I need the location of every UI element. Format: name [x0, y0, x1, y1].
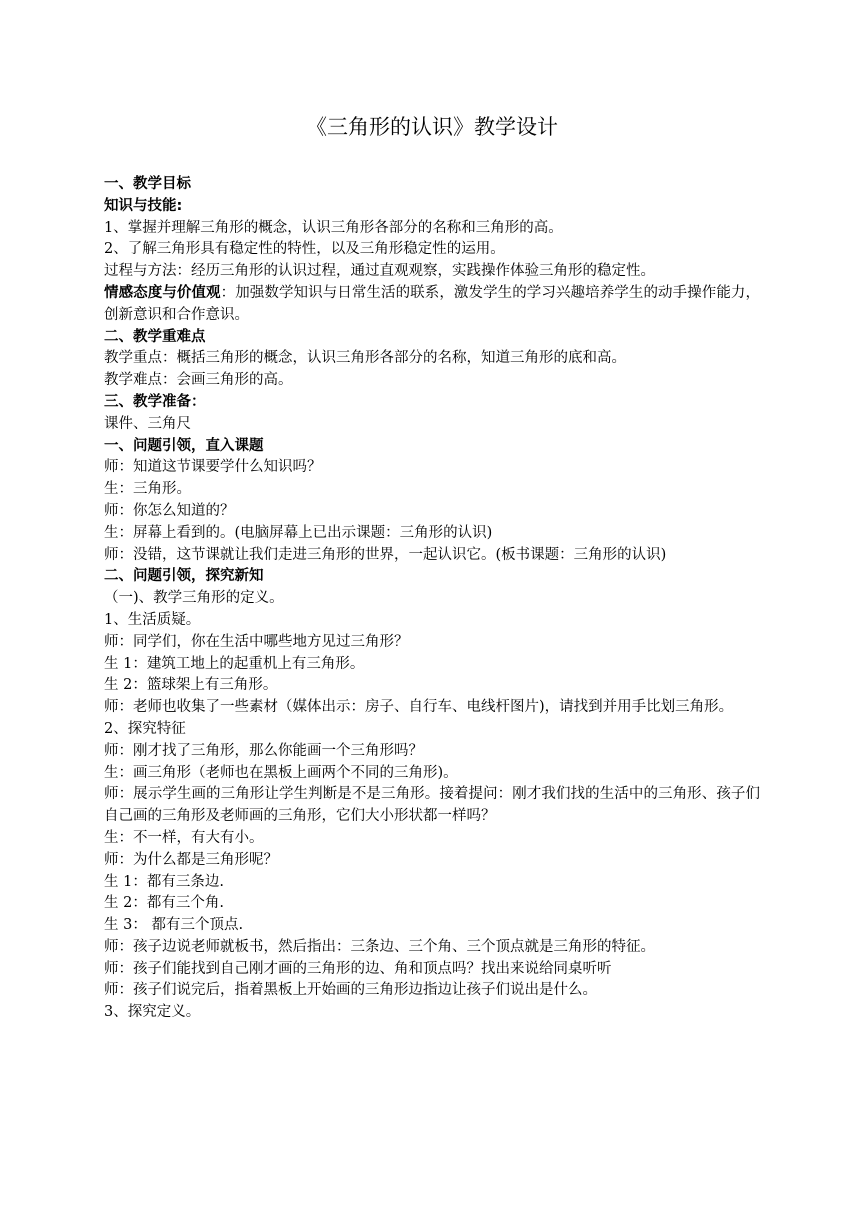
paragraph-text: 一、问题引领，直入课题 [104, 437, 264, 454]
paragraph-text: 1、生活质疑。 [104, 611, 201, 628]
body-paragraph [104, 545, 760, 567]
body-paragraph [104, 588, 760, 610]
body-paragraph [104, 654, 760, 676]
body-paragraph [104, 610, 760, 632]
body-paragraph [104, 1002, 760, 1024]
paragraph-text: 一、教学目标 [104, 176, 191, 192]
body-paragraph [104, 937, 760, 959]
body-paragraph [104, 218, 760, 240]
paragraph-text: 生：屏幕上看到的。(电脑屏幕上已出示课题：三角形的认识) [104, 524, 493, 541]
paragraph-text: 3、探究定义。 [104, 1004, 201, 1021]
body-paragraph [104, 283, 760, 327]
paragraph-text: 生 1：都有三条边. [104, 873, 224, 890]
paragraph-text: 生 3： 都有三个顶点. [104, 917, 244, 934]
body-paragraph [104, 719, 760, 741]
paragraph-text: 师：知道这节课要学什么知识吗？ [104, 459, 322, 476]
body-paragraph [104, 348, 760, 370]
body-paragraph [104, 850, 760, 872]
paragraph-text: 教学难点：会画三角形的高。 [104, 372, 293, 389]
body-paragraph [104, 414, 760, 436]
paragraph-text: （一)、教学三角形的定义。 [104, 590, 284, 607]
document-page [104, 112, 760, 1024]
body-paragraph [104, 697, 760, 719]
body-paragraph [104, 501, 760, 523]
section-heading [104, 174, 760, 196]
paragraph-text: 生：三角形。 [104, 481, 191, 498]
paragraph-text: 生：不一样，有大有小。 [104, 829, 264, 846]
body-paragraph [104, 675, 760, 697]
document-body [104, 174, 760, 1024]
section-heading [104, 392, 760, 414]
document-title: 《三角形的认识》教学设计 [306, 115, 558, 139]
paragraph-text: 师：孩子们说完后，指着黑板上开始画的三角形边指边让孩子们说出是什么。 [104, 982, 597, 999]
paragraph-text: 知识与技能: [104, 197, 183, 214]
section-heading [104, 566, 760, 588]
paragraph-text: 师：孩子边说老师就板书，然后指出：三条边、三个角、三个顶点就是三角形的特征。 [104, 938, 655, 955]
paragraph-text: 师：展示学生画的三角形让学生判断是不是三角形。接着提问：刚才我们找的生活中的三角形、孩子们自己画的三角形及老师画的三角形，它们大小形状都一样吗？ [104, 786, 760, 825]
paragraph-text: 师：刚才找了三角形，那么你能画一个三角形吗？ [104, 742, 423, 759]
body-paragraph [104, 523, 760, 545]
paragraph-text: 过程与方法：经历三角形的认识过程，通过直观观察，实践操作体验三角形的稳定性。 [104, 263, 655, 280]
body-paragraph [104, 872, 760, 894]
paragraph-text: 三、教学准备： [104, 393, 206, 410]
body-paragraph [104, 784, 760, 828]
paragraph-text: 师：老师也收集了一些素材（媒体出示：房子、自行车、电线杆图片)，请找到并用手比划三角形。 [104, 699, 734, 716]
body-paragraph [104, 763, 760, 785]
paragraph-text: 课件、三角尺 [104, 415, 191, 432]
paragraph-text: 师：同学们，你在生活中哪些地方见过三角形？ [104, 633, 409, 650]
body-paragraph [104, 370, 760, 392]
paragraph-lead: 情感态度与价值观 [104, 284, 221, 301]
paragraph-text: 生 2：篮球架上有三角形。 [104, 677, 278, 694]
body-paragraph [104, 457, 760, 479]
paragraph-text: 生 1：建筑工地上的起重机上有三角形。 [104, 655, 365, 672]
body-paragraph [104, 741, 760, 763]
paragraph-text: 教学重点：概括三角形的概念，认识三角形各部分的名称，知道三角形的底和高。 [104, 350, 626, 367]
paragraph-text: 二、问题引领，探究新知 [104, 568, 264, 585]
paragraph-text: 师：没错，这节课就让我们走进三角形的世界，一起认识它。(板书课题：三角形的认识) [104, 546, 667, 563]
section-heading [104, 196, 760, 218]
section-heading [104, 436, 760, 458]
body-paragraph [104, 632, 760, 654]
paragraph-text: 生：画三角形（老师也在黑板上画两个不同的三角形)。 [104, 764, 458, 781]
body-paragraph [104, 959, 760, 981]
paragraph-text: 师：孩子们能找到自己刚才画的三角形的边、角和顶点吗？找出来说给同桌听听 [104, 960, 612, 977]
section-heading [104, 327, 760, 349]
paragraph-text: 2、探究特征 [104, 720, 186, 737]
paragraph-text: ：加强数学知识与日常生活的联系，激发学生的学习兴趣培养学生的动手操作能力，创新意识和合作意识。 [104, 284, 761, 323]
paragraph-text: 2、了解三角形具有稳定性的特性，以及三角形稳定性的运用。 [104, 241, 505, 258]
paragraph-text: 1、掌握并理解三角形的概念，认识三角形各部分的名称和三角形的高。 [104, 219, 563, 236]
paragraph-text: 二、教学重难点 [104, 328, 206, 345]
body-paragraph [104, 479, 760, 501]
body-paragraph [104, 239, 760, 261]
body-paragraph [104, 980, 760, 1002]
paragraph-text: 师：你怎么知道的？ [104, 502, 235, 519]
body-paragraph [104, 893, 760, 915]
body-paragraph [104, 915, 760, 937]
body-paragraph [104, 828, 760, 850]
paragraph-text: 师：为什么都是三角形呢？ [104, 851, 278, 868]
paragraph-text: 生 2：都有三个角. [104, 895, 224, 912]
body-paragraph [104, 261, 760, 283]
